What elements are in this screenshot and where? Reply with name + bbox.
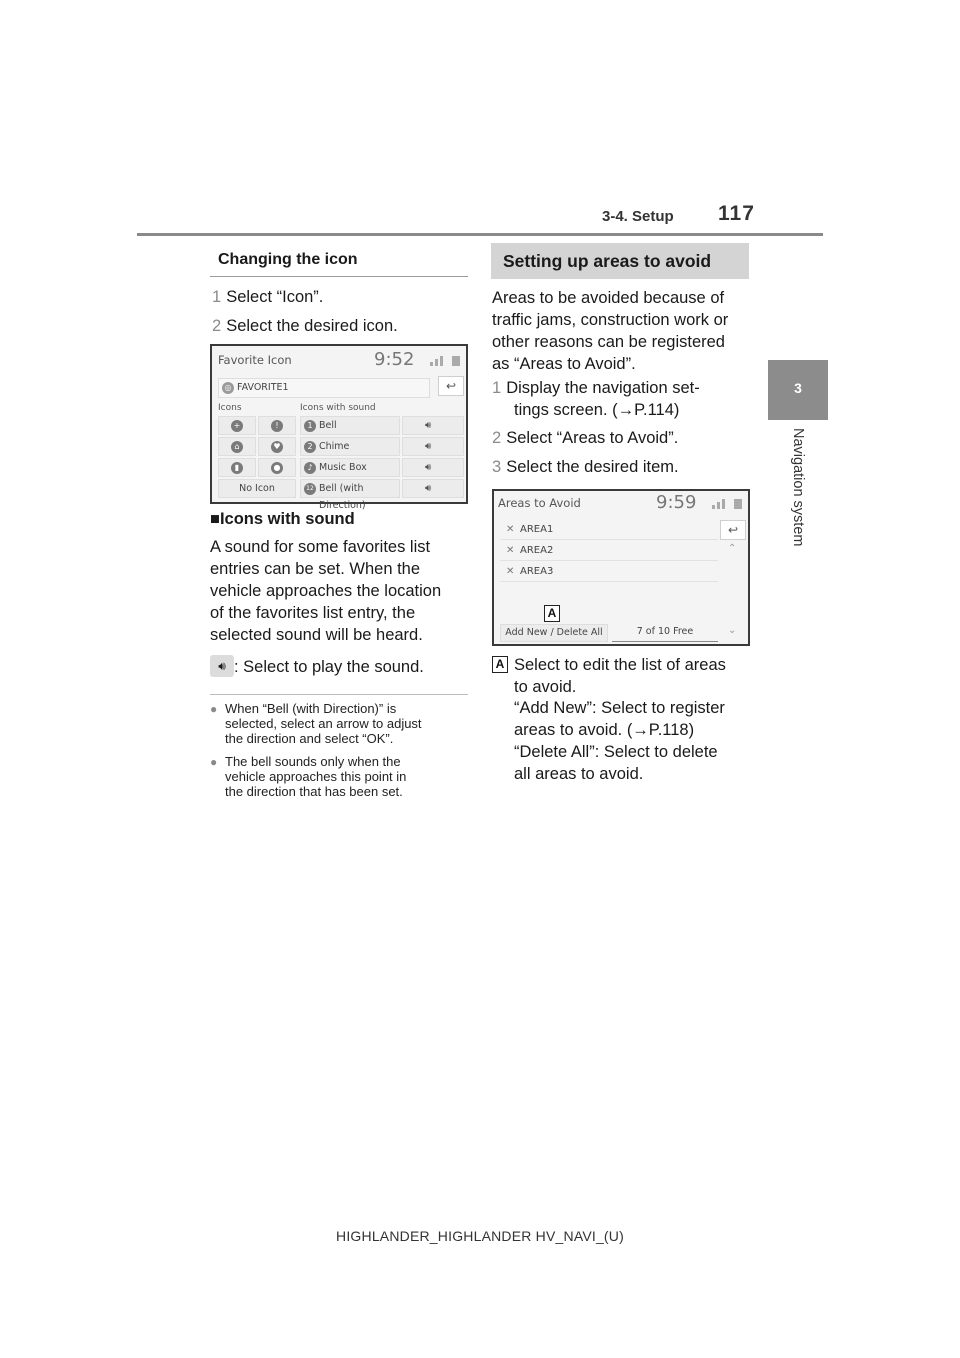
legend-line: to avoid. — [514, 678, 577, 696]
chapter-label: Navigation system — [790, 428, 806, 547]
heart-icon: ♥ — [271, 441, 283, 453]
avoid-area-icon: ✕ — [506, 566, 515, 577]
step-text: Select “Icon”. — [226, 288, 324, 306]
speaker-icon: 🔊︎ — [425, 483, 432, 494]
para-line: entries can be set. When the — [210, 560, 421, 578]
page-number: 117 — [718, 202, 755, 225]
favorite-entry-label: FAVORITE1 — [237, 382, 289, 393]
sound-label: Chime — [319, 441, 350, 452]
legend-line: “Delete All”: Select to delete — [514, 743, 718, 761]
callout-a: A — [544, 605, 560, 622]
sound-label: Music Box — [319, 462, 367, 473]
back-icon[interactable]: ↩ — [720, 520, 746, 540]
area-item[interactable] — [500, 541, 718, 561]
notes-divider — [210, 694, 468, 695]
play-chime-button[interactable] — [402, 437, 464, 456]
legend-line: Select to edit the list of areas — [514, 656, 726, 674]
back-icon[interactable]: ↩ — [438, 376, 464, 396]
chapter-label-wrap — [778, 428, 818, 578]
icon-cell-plus[interactable] — [218, 416, 256, 435]
legend-marker-a: A — [492, 656, 508, 673]
icon-cell-exclaim[interactable] — [258, 416, 296, 435]
legend-line: all areas to avoid. — [514, 765, 644, 783]
icon-cell-pin[interactable] — [258, 458, 296, 477]
screen-clock: 9:52 — [374, 349, 415, 370]
sound-musicbox-button[interactable] — [300, 458, 400, 477]
building-icon: ▮ — [231, 462, 243, 474]
intro-line: Areas to be avoided because of — [492, 289, 725, 307]
screen-title: Areas to Avoid — [498, 496, 581, 510]
speaker-note: : Select to play the sound. — [234, 658, 424, 676]
sound-number-icon: 1 — [304, 420, 316, 432]
sound-label: Bell — [319, 420, 337, 431]
note-line: When “Bell (with Direction)” is — [225, 701, 397, 716]
step-1 — [492, 377, 700, 399]
avoid-area-icon: ✕ — [506, 545, 515, 556]
note-bullet: ● — [210, 702, 218, 716]
favorite-icon-screen — [210, 344, 468, 511]
home-icon: ⌂ — [231, 441, 243, 453]
screen-title: Favorite Icon — [218, 353, 292, 367]
scroll-down-icon[interactable]: ⌄ — [728, 625, 737, 636]
step-1 — [212, 286, 323, 308]
sound-chime-button[interactable] — [300, 437, 400, 456]
step-3 — [492, 456, 679, 478]
heading-areas-to-avoid: Setting up areas to avoid — [491, 243, 749, 279]
intro-line: other reasons can be registered — [492, 333, 725, 351]
subheading-icons-with-sound: ■Icons with sound — [210, 510, 355, 528]
sound-column-label: Icons with sound — [300, 403, 376, 413]
sound-bell-direction-button[interactable] — [300, 479, 400, 511]
para-line: A sound for some favorites list — [210, 538, 431, 556]
plus-icon: + — [231, 420, 243, 432]
play-musicbox-button[interactable] — [402, 458, 464, 477]
step-number: 1 — [212, 288, 222, 306]
scroll-up-icon[interactable]: ⌃ — [728, 543, 737, 554]
no-icon-button[interactable] — [218, 479, 296, 498]
intro-line: as “Areas to Avoid”. — [492, 355, 636, 373]
note-line: the direction that has been set. — [225, 784, 403, 799]
step-number: 3 — [492, 458, 502, 476]
step-number: 2 — [492, 429, 502, 447]
area-label: AREA3 — [520, 566, 554, 577]
para-line: selected sound will be heard. — [210, 626, 423, 644]
step-text: Select the desired item. — [506, 458, 679, 476]
legend-line: areas to avoid. (→P.118) — [514, 721, 695, 739]
icon-cell-building[interactable] — [218, 458, 256, 477]
step-number: 2 — [212, 317, 222, 335]
note-line: vehicle approaches this point in — [225, 769, 407, 784]
step-2 — [212, 315, 398, 337]
step-text: Select the desired icon. — [226, 317, 398, 335]
sound-bell-button[interactable] — [300, 416, 400, 435]
note-bullet: ● — [210, 755, 218, 769]
speaker-icon: 🔊︎ — [425, 441, 432, 452]
note-line: selected, select an arrow to adjust — [225, 716, 422, 731]
favorite-icon: ◎ — [222, 382, 234, 394]
icons-column-label: Icons — [218, 403, 242, 413]
area-label: AREA2 — [520, 545, 554, 556]
add-new-delete-all-button[interactable] — [500, 624, 608, 642]
no-icon-label: No Icon — [239, 483, 275, 494]
music-icon: ♪ — [304, 462, 316, 474]
speaker-icon: 🔊︎ — [425, 462, 432, 473]
avoid-area-icon: ✕ — [506, 524, 515, 535]
area-label: AREA1 — [520, 524, 554, 535]
speaker-icon: 🔊︎ — [425, 420, 432, 431]
icon-cell-heart[interactable] — [258, 437, 296, 456]
free-count: 7 of 10 Free — [612, 624, 718, 642]
favorite-entry[interactable] — [218, 378, 430, 398]
intro-line: traffic jams, construction work or — [492, 311, 729, 329]
document-footer: HIGHLANDER_HIGHLANDER HV_NAVI_(U) — [336, 1228, 624, 1244]
note-line: The bell sounds only when the — [225, 754, 401, 769]
speaker-icon: 🔊︎ — [210, 655, 234, 677]
exclamation-icon: ! — [271, 420, 283, 432]
heading-changing-icon: Changing the icon — [210, 243, 468, 277]
para-line: vehicle approaches the location — [210, 582, 442, 600]
area-item[interactable] — [500, 520, 718, 540]
para-line: of the favorites list entry, the — [210, 604, 416, 622]
pin-icon: ● — [271, 462, 283, 474]
sound-number-icon: 2 — [304, 441, 316, 453]
sound-number-icon: 12 — [304, 483, 316, 495]
step-number: 1 — [492, 379, 502, 397]
section-title: 3-4. Setup — [602, 208, 674, 225]
step-text: Select “Areas to Avoid”. — [506, 429, 679, 447]
play-bell-direction-button[interactable] — [402, 479, 464, 498]
note-line: the direction and select “OK”. — [225, 731, 394, 746]
signal-icon — [430, 356, 466, 366]
play-bell-button[interactable] — [402, 416, 464, 435]
legend-line: “Add New”: Select to register — [514, 699, 725, 717]
areas-to-avoid-screen — [492, 489, 750, 646]
signal-icon — [712, 499, 748, 509]
step-2 — [492, 427, 678, 449]
header-rule — [137, 233, 823, 236]
chapter-tab: 3 — [768, 360, 828, 420]
step-text: Display the navigation set- — [506, 379, 700, 397]
add-new-label: Add New / Delete All — [505, 627, 603, 638]
area-item[interactable] — [500, 562, 718, 582]
icon-cell-home[interactable] — [218, 437, 256, 456]
step-1-continued: tings screen. (→P.114) — [514, 401, 680, 419]
sound-label: Bell (with Direction) — [319, 483, 366, 511]
screen-clock: 9:59 — [656, 492, 697, 513]
